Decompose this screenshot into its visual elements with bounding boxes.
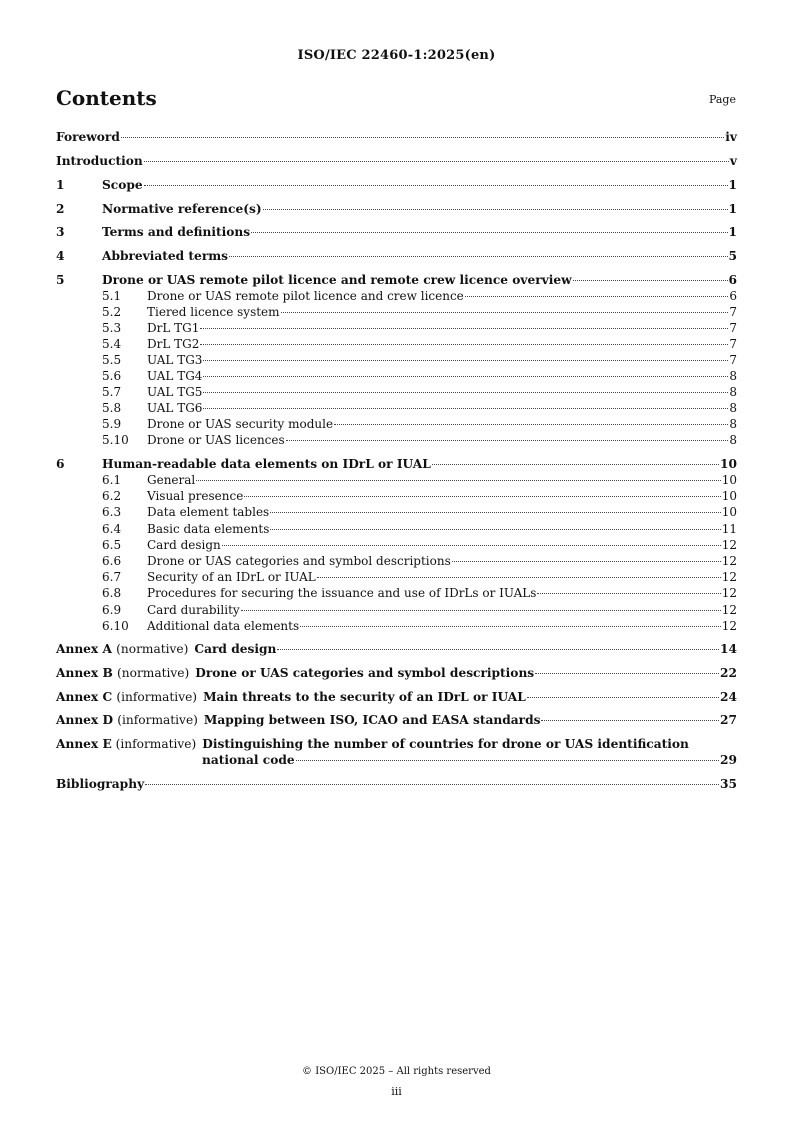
- dot-leader: [144, 185, 728, 186]
- toc-page-number: 7: [729, 305, 737, 319]
- copyright-footer: © ISO/IEC 2025 – All rights reserved: [302, 1066, 491, 1077]
- toc-page-number: 29: [720, 753, 737, 767]
- subclause-number: 6.2: [102, 489, 122, 504]
- toc-entry-title: Terms and definitions: [102, 225, 251, 239]
- toc-entry-title: Data element tables: [147, 505, 270, 520]
- toc-page-number: 8: [729, 369, 737, 383]
- dot-leader: [203, 360, 728, 361]
- toc-subentry-5-10[interactable]: [56, 433, 737, 448]
- clause-number: 6: [56, 457, 65, 471]
- toc-subentry-6-1[interactable]: [56, 473, 737, 488]
- toc-subentry-5-1[interactable]: [56, 289, 737, 304]
- toc-entry-clause-2[interactable]: [56, 201, 737, 217]
- clause-number: 2: [56, 202, 65, 216]
- toc-entry-title: UAL TG3: [147, 353, 203, 367]
- toc-entry-title: Drone or UAS licences: [147, 433, 285, 447]
- toc-entry-title: Drone or UAS remote pilot licence and remote crew licence overview: [102, 273, 572, 287]
- toc-page-number: 12: [721, 570, 737, 585]
- toc-subentry-5-6[interactable]: [56, 369, 737, 384]
- subclause-number: 6.6: [102, 554, 122, 568]
- toc-page-number: v: [729, 154, 737, 168]
- toc-entry-introduction[interactable]: [56, 153, 737, 169]
- toc-entry-title: Distinguishing the number of countries for drone or UAS identification: [202, 737, 689, 751]
- subclause-number: 5.9: [102, 417, 122, 431]
- toc-entry-title: Drone or UAS categories and symbol descriptions: [147, 554, 451, 568]
- annex-label: Annex B: [56, 666, 113, 680]
- toc-page-number: 1: [728, 225, 737, 239]
- toc-page-number: 8: [729, 401, 737, 415]
- toc-subentry-5-7[interactable]: [56, 385, 737, 400]
- subclause-number: 6.10: [102, 618, 129, 633]
- subclause-number: 6.9: [102, 602, 122, 617]
- dot-leader: [317, 577, 721, 578]
- toc-entry-title: Drone or UAS remote pilot licence and crew licence: [147, 289, 464, 303]
- subclause-number: 6.4: [102, 521, 122, 536]
- subclause-number: 5.1: [102, 289, 122, 303]
- dot-leader: [121, 137, 724, 138]
- toc-page-number: 6: [729, 289, 737, 303]
- toc-entry-title: UAL TG4: [147, 369, 203, 383]
- toc-page-number: 22: [720, 666, 737, 680]
- toc-entry-title: Drone or UAS categories and symbol descriptions: [195, 666, 535, 680]
- subclause-number: 6.7: [102, 570, 122, 585]
- toc-entry-title: Introduction: [56, 154, 143, 168]
- subclause-number: 5.2: [102, 305, 122, 319]
- toc-entry-clause-6[interactable]: [56, 456, 737, 472]
- toc-entry-foreword[interactable]: [56, 129, 737, 145]
- subclause-number: 5.10: [102, 433, 129, 447]
- toc-page-number: 8: [729, 417, 737, 431]
- toc-entry-title: Abbreviated terms: [102, 249, 228, 263]
- dot-leader: [277, 649, 719, 650]
- dot-leader: [270, 529, 720, 530]
- page-column-label: Page: [708, 93, 736, 106]
- toc-page-number: 14: [720, 642, 737, 656]
- toc-page-number: 7: [729, 321, 737, 335]
- toc-entry-annex-c[interactable]: [56, 689, 737, 705]
- document-id-header: ISO/IEC 22460-1:2025(en): [297, 48, 496, 63]
- toc-subentry-5-2[interactable]: [56, 305, 737, 320]
- toc-subentry-5-5[interactable]: [56, 353, 737, 368]
- dot-leader: [200, 344, 728, 345]
- toc-page-number: 6: [728, 273, 737, 287]
- toc-page-number: 10: [721, 489, 737, 504]
- toc-entry-title: Procedures for securing the issuance and use of IDrLs or IUALs: [147, 586, 537, 601]
- toc-subentry-6-2[interactable]: [56, 489, 737, 504]
- toc-entry-annex-e-continued[interactable]: [56, 752, 737, 768]
- dot-leader: [296, 760, 719, 761]
- toc-page-number: 27: [720, 713, 737, 727]
- toc-subentry-5-9[interactable]: [56, 417, 737, 432]
- toc-entry-title-continued: national code: [202, 753, 295, 767]
- toc-entry-title: Tiered licence system: [147, 305, 280, 319]
- toc-subentry-6-6[interactable]: [56, 554, 737, 569]
- contents-title: Contents: [56, 86, 157, 110]
- dot-leader: [573, 280, 728, 281]
- dot-leader: [334, 424, 728, 425]
- toc-page-number: 24: [720, 690, 737, 704]
- toc-page-number: 10: [721, 473, 737, 487]
- dot-leader: [452, 561, 721, 562]
- clause-number: 5: [56, 273, 65, 287]
- toc-entry-title: DrL TG1: [147, 321, 200, 335]
- toc-entry-annex-d[interactable]: [56, 712, 737, 728]
- toc-page-number: 1: [728, 202, 737, 216]
- subclause-number: 6.8: [102, 586, 122, 601]
- annex-label: Annex E: [56, 737, 112, 751]
- dot-leader: [527, 697, 719, 698]
- toc-subentry-6-4[interactable]: [56, 522, 737, 537]
- clause-number: 4: [56, 249, 65, 263]
- toc-entry-title: Mapping between ISO, ICAO and EASA standards: [203, 713, 541, 727]
- toc-entry-title: Main threats to the security of an IDrL or IUAL: [203, 690, 526, 704]
- annex-type: (normative): [117, 666, 190, 680]
- toc-page-number: 12: [721, 618, 737, 633]
- toc-entry-annex-a[interactable]: [56, 641, 737, 657]
- subclause-number: 5.3: [102, 321, 122, 335]
- toc-entry-title: Bibliography: [56, 777, 145, 791]
- subclause-number: 5.5: [102, 353, 122, 367]
- toc-entry-title: Card design: [194, 642, 277, 656]
- dot-leader: [270, 512, 721, 513]
- toc-entry-annex-e[interactable]: [56, 736, 737, 752]
- toc-subentry-6-3[interactable]: [56, 505, 737, 520]
- dot-leader: [203, 392, 728, 393]
- clause-number: 1: [56, 178, 65, 192]
- dot-leader: [432, 464, 719, 465]
- dot-leader: [196, 480, 720, 481]
- footer-page-number: iii: [391, 1085, 402, 1098]
- subclause-number: 6.5: [102, 537, 122, 552]
- dot-leader: [203, 408, 728, 409]
- toc-subentry-6-8[interactable]: [56, 586, 737, 601]
- dot-leader: [251, 232, 727, 233]
- toc-subentry-6-7[interactable]: [56, 570, 737, 585]
- toc-subentry-6-10[interactable]: [56, 619, 737, 634]
- toc-entry-bibliography[interactable]: [56, 776, 737, 792]
- dot-leader: [241, 610, 721, 611]
- dot-leader: [229, 256, 728, 257]
- toc-page-number: 11: [721, 521, 737, 536]
- toc-page-number: 5: [728, 249, 737, 263]
- toc-entry-title: UAL TG5: [147, 385, 203, 399]
- toc-entry-title: Human-readable data elements on IDrL or IUAL: [102, 457, 431, 471]
- toc-entry-title: Card design: [147, 537, 221, 552]
- dot-leader: [203, 376, 728, 377]
- annex-type: (informative): [115, 737, 197, 751]
- toc-page-number: 10: [720, 457, 737, 471]
- subclause-number: 5.6: [102, 369, 122, 383]
- annex-type: (informative): [116, 690, 198, 704]
- toc-page-number: 12: [721, 537, 737, 552]
- toc-entry-clause-5[interactable]: [56, 272, 737, 288]
- toc-entry-title: Additional data elements: [147, 618, 300, 633]
- dot-leader: [222, 545, 721, 546]
- dot-leader: [144, 161, 729, 162]
- toc-entry-title: Card durability: [147, 602, 240, 617]
- toc-entry-clause-3[interactable]: [56, 224, 737, 240]
- dot-leader: [286, 440, 729, 441]
- annex-label: Annex D: [56, 713, 114, 727]
- toc-subentry-6-5[interactable]: [56, 538, 737, 553]
- toc-entry-title: DrL TG2: [147, 337, 200, 351]
- annex-type: (normative): [116, 642, 189, 656]
- toc-page-number: iv: [725, 130, 737, 144]
- toc-entry-title: Visual presence: [147, 489, 244, 504]
- dot-leader: [535, 673, 719, 674]
- toc-entry-clause-4[interactable]: [56, 248, 737, 264]
- toc-page-number: 8: [729, 433, 737, 447]
- toc-page-number: 12: [721, 586, 737, 601]
- subclause-number: 5.7: [102, 385, 122, 399]
- toc-subentry-6-9[interactable]: [56, 603, 737, 618]
- annex-type: (informative): [117, 713, 198, 727]
- clause-number: 3: [56, 225, 65, 239]
- annex-label: Annex A: [56, 642, 112, 656]
- dot-leader: [281, 312, 729, 313]
- subclause-number: 5.4: [102, 337, 122, 351]
- toc-page-number: 7: [729, 353, 737, 367]
- toc-page-number: 35: [720, 777, 737, 791]
- dot-leader: [537, 593, 720, 594]
- toc-entry-annex-b[interactable]: [56, 665, 737, 681]
- toc-entry-clause-1[interactable]: [56, 177, 737, 193]
- subclause-number: 5.8: [102, 401, 122, 415]
- toc-subentry-5-4[interactable]: [56, 337, 737, 352]
- toc-page-number: 12: [721, 602, 737, 617]
- toc-entry-title: Foreword: [56, 130, 120, 144]
- dot-leader: [465, 296, 729, 297]
- toc-entry-title: Basic data elements: [147, 521, 270, 536]
- toc-subentry-5-8[interactable]: [56, 401, 737, 416]
- dot-leader: [263, 209, 728, 210]
- toc-page-number: 8: [729, 385, 737, 399]
- dot-leader: [200, 328, 728, 329]
- annex-label: Annex C: [56, 690, 113, 704]
- toc-subentry-5-3[interactable]: [56, 321, 737, 336]
- toc-page-number: 7: [729, 337, 737, 351]
- dot-leader: [541, 720, 719, 721]
- toc-entry-title: Scope: [102, 178, 143, 192]
- subclause-number: 6.3: [102, 505, 122, 520]
- toc-page-number: 12: [721, 554, 737, 568]
- toc-entry-title: General: [147, 473, 196, 487]
- toc-page-number: 10: [721, 505, 737, 520]
- toc-entry-title: UAL TG6: [147, 401, 203, 415]
- subclause-number: 6.1: [102, 473, 122, 487]
- dot-leader: [145, 784, 719, 785]
- toc-entry-title: Drone or UAS security module: [147, 417, 334, 431]
- toc-entry-title: Normative reference(s): [102, 202, 262, 216]
- dot-leader: [300, 626, 721, 627]
- toc-entry-title: Security of an IDrL or IUAL: [147, 570, 316, 585]
- toc-page-number: 1: [728, 178, 737, 192]
- dot-leader: [244, 496, 720, 497]
